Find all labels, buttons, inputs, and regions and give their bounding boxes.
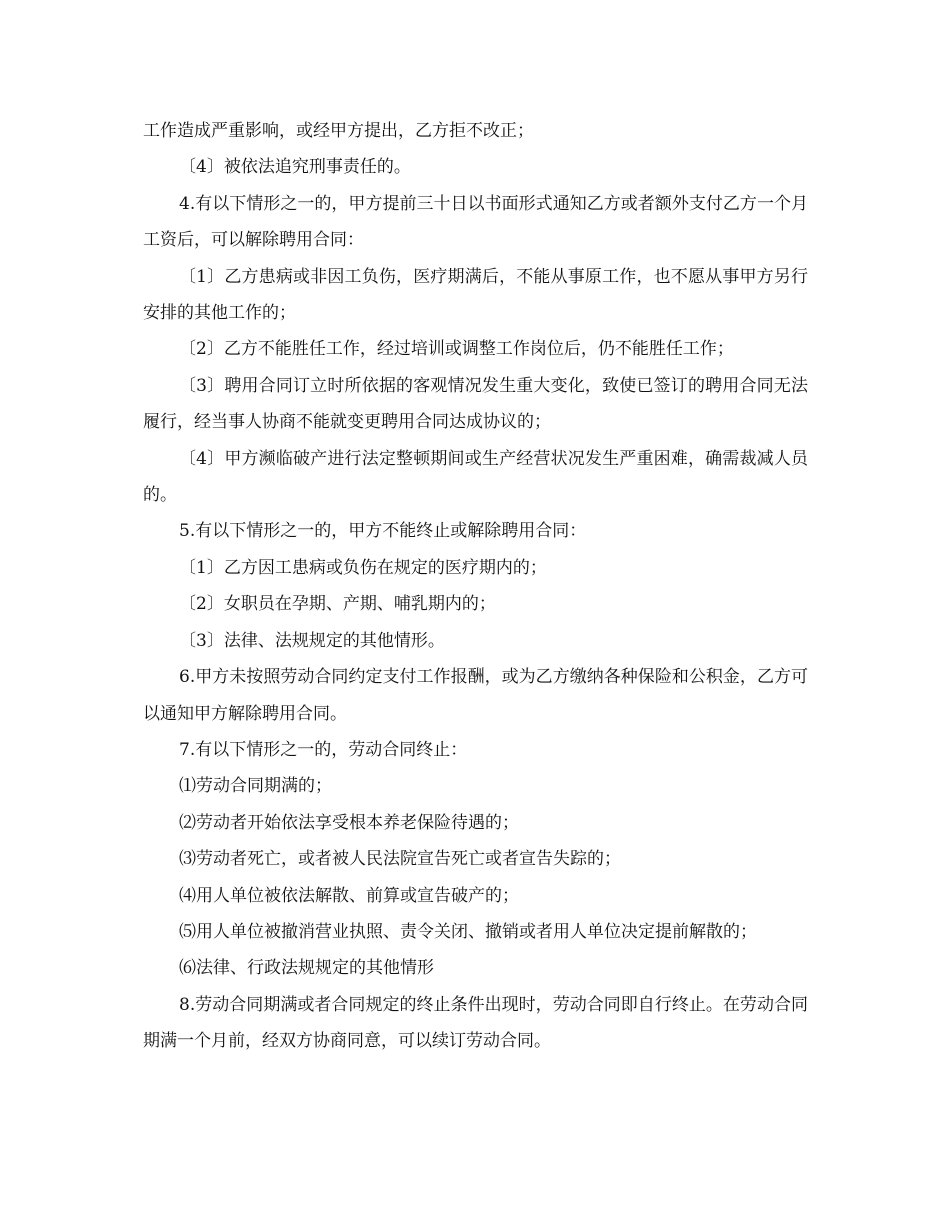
- paragraph-item: 〔4〕被依法追究刑事责任的。: [179, 157, 411, 178]
- paragraph-item: 〔2〕乙方不能胜任工作，经过培训或调整工作岗位后，仍不能胜任工作；: [179, 339, 734, 360]
- paragraph-item: 〔1〕乙方患病或非因工负伤，医疗期满后，不能从事原工作，也不愿从事甲方另行安排的其他工作的；: [143, 266, 808, 324]
- paragraph-item: 〔1〕乙方因工患病或负伤在规定的医疗期内的；: [179, 557, 547, 578]
- paragraph-clause-7: 7.有以下情形之一的，劳动合同终止：: [179, 739, 468, 760]
- paragraph-clause-8: 8.劳动合同期满或者合同规定的终止条件出现时，劳动合同即自行终止。在劳动合同期满一个月前，经双方协商同意，可以续订劳动合同。: [143, 994, 808, 1052]
- paragraph-clause-6: 6.甲方未按照劳动合同约定支付工作报酬，或为乙方缴纳各种保险和公积金，乙方可以通知甲方解除聘用合同。: [143, 667, 808, 724]
- paragraph-item: ⑵劳动者开始依法享受根本养老保险待遇的；: [179, 812, 519, 833]
- paragraph-clause-5: 5.有以下情形之一的，甲方不能终止或解除聘用合同：: [179, 521, 587, 542]
- paragraph-item: ⑹法律、行政法规规定的其他情形: [179, 958, 434, 979]
- paragraph-item: 〔2〕女职员在孕期、产期、哺乳期内的；: [179, 594, 496, 615]
- paragraph-item: 〔4〕甲方濒临破产进行法定整顿期间或生产经营状况发生严重困难，确需裁减人员的。: [143, 448, 808, 506]
- paragraph-item: ⑶劳动者死亡，或者被人民法院宣告死亡或者宣告失踪的；: [179, 849, 621, 870]
- paragraph-continuation: 工作造成严重影响，或经甲方提出，乙方拒不改正；: [143, 121, 534, 141]
- paragraph-item: ⑷用人单位被依法解散、前算或宣告破产的；: [179, 885, 519, 906]
- paragraph-item: 〔3〕法律、法规规定的其他情形。: [179, 630, 445, 651]
- paragraph-item: 〔3〕聘用合同订立时所依据的客观情况发生重大变化，致使已签订的聘用合同无法履行，经当事人协商不能就变更聘用合同达成协议的；: [143, 375, 808, 433]
- document-body: [143, 113, 808, 1060]
- paragraph-clause-4: 4.有以下情形之一的，甲方提前三十日以书面形式通知乙方或者额外支付乙方一个月工资后，可以解除聘用合同：: [143, 193, 808, 251]
- paragraph-item: ⑴劳动合同期满的；: [179, 776, 332, 797]
- paragraph-item: ⑸用人单位被撤消营业执照、责令关闭、撤销或者用人单位决定提前解散的；: [179, 921, 757, 942]
